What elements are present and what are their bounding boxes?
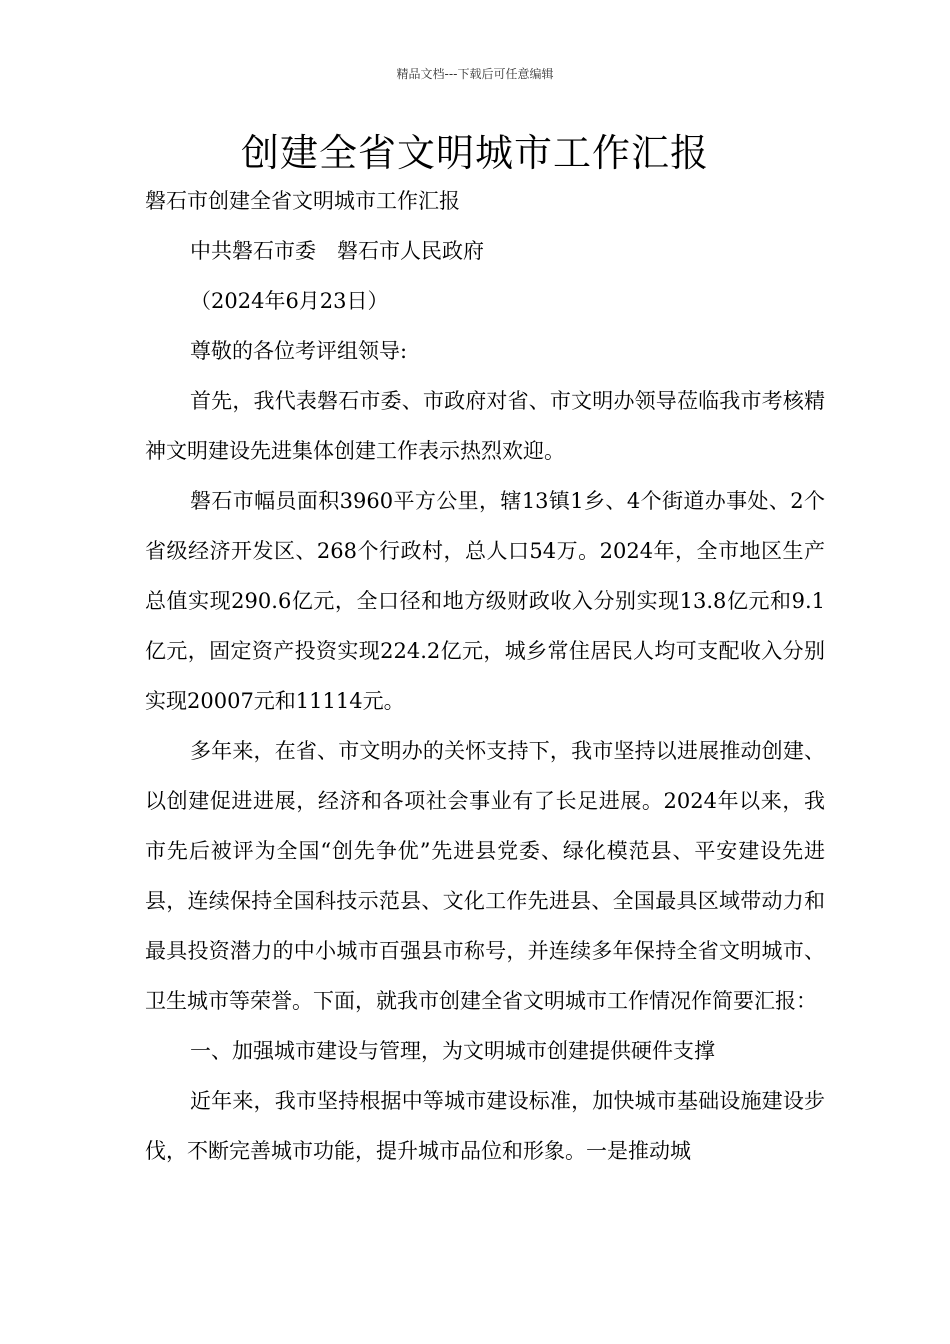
greeting: 尊敬的各位考评组领导: [190,339,408,363]
paragraph-achievements: 多年来，在省、市文明办的关怀支持下，我市坚持以进展推动创建、以创建促进进展，经济和各项社会事业有了长足进展。2024年以来，我市先后被评为全国“创先争优”先进县党委、绿化模范县、平安建设先进县，连续保持全国科技示范县、文化工作先进县、全国最具区域带动力和最具投资潜力的中小城市百强县市称号，并连续多年保持全省文明城市、卫生城市等荣誉。下面，就我市创建全省文明城市工作情况作简要汇报： [145,739,825,1013]
section-heading-1: 一、加强城市建设与管理，为文明城市创建提供硬件支撑 [190,1039,715,1063]
paragraph-construction: 近年来，我市坚持根据中等城市建设标准，加快城市基础设施建设步伐，不断完善城市功能，提升城市品位和形象。一是推动城 [145,1089,825,1163]
document-title: 创建全省文明城市工作汇报 [240,131,709,175]
document-authors: 中共磐石市委 磐石市人民政府 [190,239,484,263]
document-subtitle: 磐石市创建全省文明城市工作汇报 [145,189,460,213]
document-date: （2024年6月23日） [190,289,389,313]
paragraph-welcome: 首先，我代表磐石市委、市政府对省、市文明办领导莅临我市考核精神文明建设先进集体创建工作表示热烈欢迎。 [145,389,825,463]
page-header-note: 精品文档---下载后可任意编辑 [396,67,554,81]
document-body [145,176,825,1176]
paragraph-city-overview: 磐石市幅员面积3960平方公里，辖13镇1乡、4个街道办事处、2个省级经济开发区、268个行政村，总人口54万。2024年，全市地区生产总值实现290.6亿元，全口径和地方级财政收入分别实现13.8亿元和9.1亿元，固定资产投资实现224.2亿元，城乡常住居民人均可支配收入分别实现20007元和11114元。 [145,489,825,713]
